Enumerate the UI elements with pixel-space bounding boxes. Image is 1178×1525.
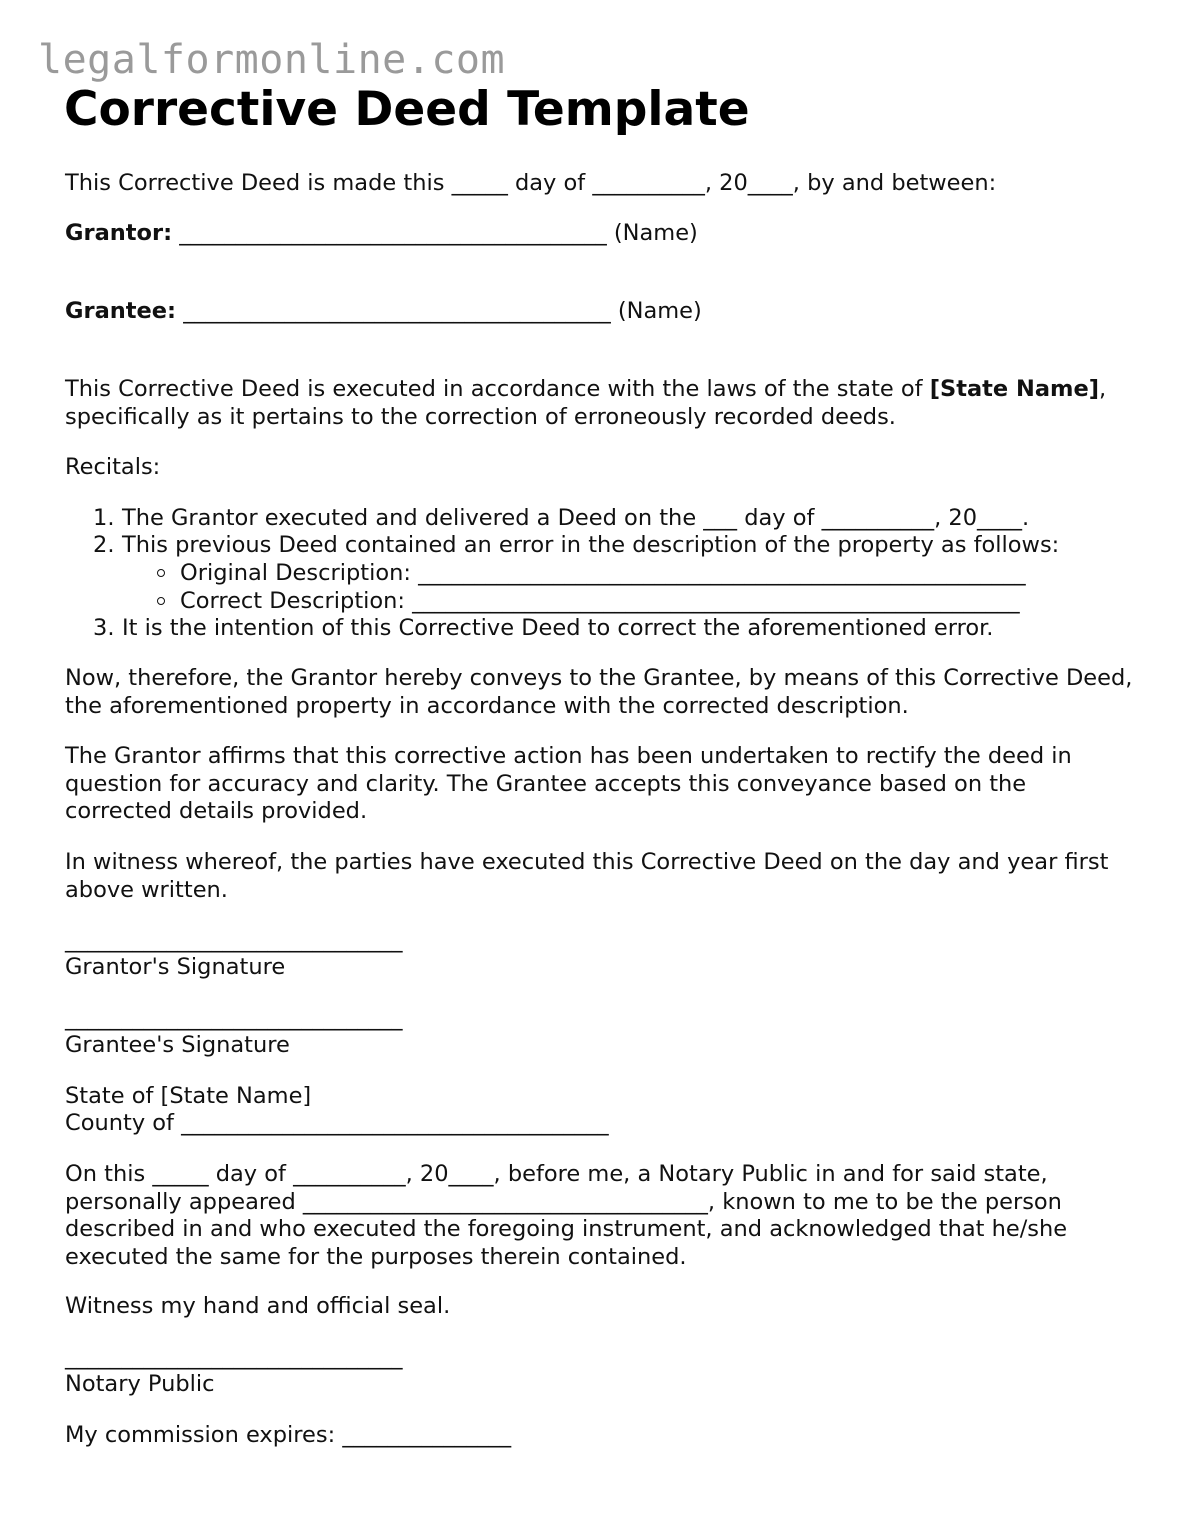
grantor-name-blank: ______________________________________ (Name) — [179, 220, 698, 246]
notary-acknowledgment-paragraph: On this _____ day of __________, 20____, before me, a Notary Public in and for said state, personally appeared ____________________________________, known to me to be the person described in and who executed the foregoing instrument, and acknowledged that he/she executed the same for the purposes therein contained. — [65, 1161, 1068, 1270]
recital-item-3: It is the intention of this Corrective Deed to correct the aforementioned error. — [122, 615, 994, 641]
conveyance-paragraph: Now, therefore, the Grantor hereby conveys to the Grantee, by means of this Corrective Deed, the aforementioned property in accordance with the corrected description. — [65, 665, 1133, 719]
governing-law-text-end: , specifically as it pertains to the correction of erroneously recorded deeds. — [65, 376, 1107, 430]
witness-clause-paragraph: In witness whereof, the parties have executed this Corrective Deed on the day and year first above written. — [65, 849, 1109, 903]
notary-signature-line: ______________________________ — [65, 1344, 403, 1370]
venue-county: County of ______________________________________ — [65, 1110, 609, 1136]
recital-item-2: This previous Deed contained an error in the description of the property as follows: — [122, 532, 1060, 558]
grantor-signature-line: ______________________________ — [65, 927, 403, 953]
grantee-name-blank: ______________________________________ (Name) — [183, 298, 702, 324]
grantee-signature-label: Grantee's Signature — [65, 1032, 290, 1058]
grantee-label: Grantee: — [65, 298, 177, 324]
grantor-label: Grantor: — [65, 220, 173, 246]
original-description-line: Original Description: ______________________________________________________ — [180, 560, 1026, 586]
state-name-placeholder: [State Name] — [929, 376, 1100, 402]
bullet-icon — [157, 569, 165, 577]
watermark-logo: legalformonline.com — [38, 37, 506, 83]
grantor-signature-label: Grantor's Signature — [65, 954, 286, 980]
recital-item-1: The Grantor executed and delivered a Deed on the ___ day of __________, 20____. — [122, 505, 1030, 531]
governing-law-paragraph — [65, 376, 1135, 431]
recitals-heading: Recitals: — [65, 454, 161, 480]
correct-description-line: Correct Description: ______________________________________________________ — [180, 588, 1020, 614]
recital-number-2: 2. — [93, 532, 115, 558]
governing-law-text: This Corrective Deed is executed in accordance with the laws of the state of — [65, 376, 930, 402]
commission-expiry-line: My commission expires: _______________ — [65, 1422, 512, 1448]
intro-line: This Corrective Deed is made this _____ day of __________, 20____, by and between: — [65, 170, 997, 196]
affirmation-paragraph: The Grantor affirms that this corrective action has been undertaken to rectify the deed in question for accuracy and clarity. The Grantee accepts this conveyance based on the corrected details provided. — [65, 743, 1072, 824]
bullet-icon — [157, 597, 165, 605]
seal-statement: Witness my hand and official seal. — [65, 1293, 451, 1319]
grantee-line — [65, 298, 702, 326]
notary-signature-label: Notary Public — [65, 1371, 215, 1397]
document-title: Corrective Deed Template — [64, 82, 750, 137]
grantee-signature-line: ______________________________ — [65, 1005, 403, 1031]
recital-number-3: 3. — [93, 615, 115, 641]
recital-number-1: 1. — [93, 505, 115, 531]
grantor-line — [65, 220, 698, 248]
venue-state: State of [State Name] — [65, 1083, 312, 1109]
